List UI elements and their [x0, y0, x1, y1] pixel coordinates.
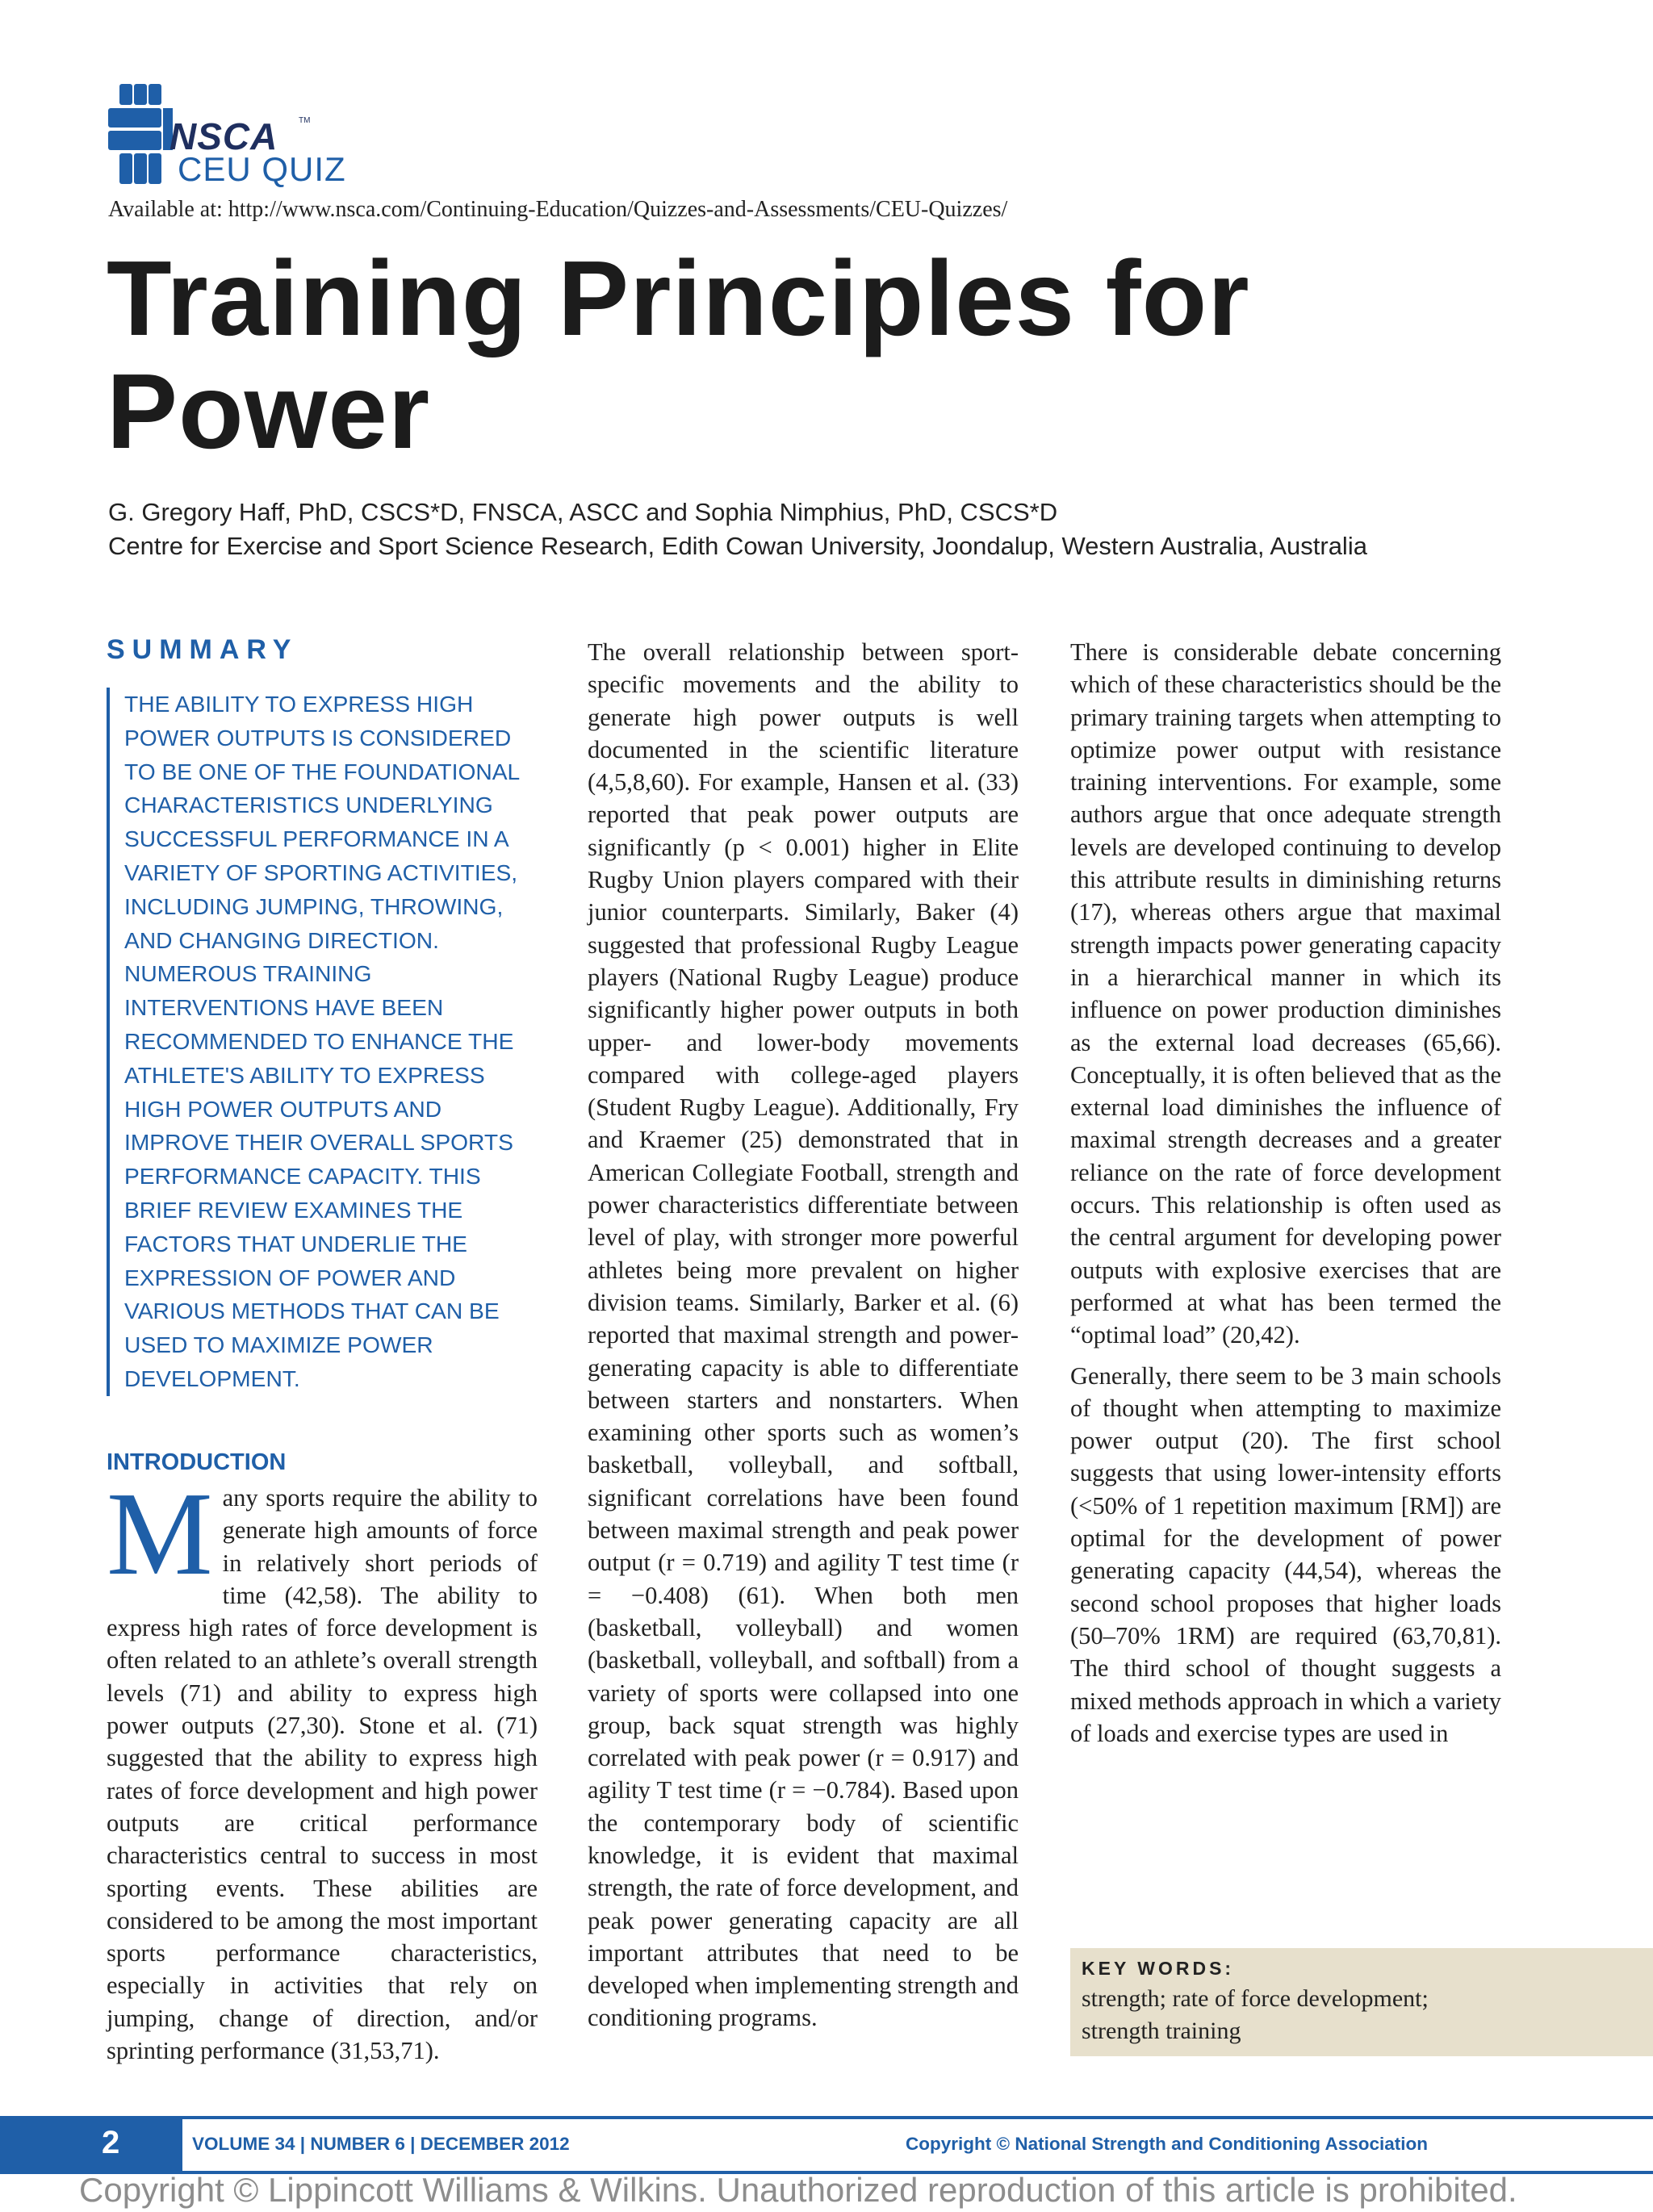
- introduction-body: [107, 1468, 538, 2067]
- summary-heading: SUMMARY: [107, 634, 299, 665]
- keywords-list: [1082, 1983, 1642, 2047]
- author-block: [108, 496, 1367, 563]
- available-at-link[interactable]: Available at: http://www.nsca.com/Continuing-Education/Quizzes-and-Assessments/CEU-Quizzes/: [108, 197, 1008, 222]
- authors: G. Gregory Haff, PhD, CSCS*D, FNSCA, ASCC and Sophia Nimphius, PhD, CSCS*D: [108, 498, 1058, 526]
- column-2-paragraph: The overall relationship between sport-specific movements and the ability to generate high power outputs is well documented in the scientific literature (4,5,8,60). For example, Hansen et al. (33) reported that peak power outputs are significantly (p < 0.001) higher in Elite Rugby Union players compared with their junior counterparts. Similarly, Baker (4) suggested that professional Rugby League players (National Rugby League) produce significantly higher power outputs in both upper- and lower-body movements compared with college-aged players (Student Rugby League). Additionally, Fry and Kraemer (25) demonstrated that in American Collegiate Football, strength and power characteristics differentiate between level of play, with stronger more powerful athletes being more prevalent on higher division teams. Similarly, Barker et al. (6) reported that maximal strength and power-generating capacity is able to differentiate between starters and nonstarters. When examining other sports such as women’s basketball, volleyball, and softball, significant correlations have been found between maximal strength and peak power output (r = 0.719) and agility T test time (r = −0.408) (61). When both men (basketball, volleyball) and women (basketball, volleyball, and softball) from a variety of sports were collapsed into one group, back squat strength was highly correlated with peak power (r = 0.917) and agility T test time (r = −0.784). Based upon the contemporary body of scientific knowledge, it is evident that maximal strength, the rate of force development, and peak power generating capacity are all important attributes that need to be developed when implementing strength and conditioning programs.: [588, 638, 1019, 2032]
- summary-text: THE ABILITY TO EXPRESS HIGH POWER OUTPUTS IS CONSIDERED TO BE ONE OF THE FOUNDATIONAL CHARACTERISTICS UNDERLYING SUCCESSFUL PERFORMANCE IN A VARIETY OF SPORTING ACTIVITIES, INCLUDING JUMPING, THROWING, AND CHANGING DIRECTION. NUMEROUS TRAINING INTERVENTIONS HAVE BEEN RECOMMENDED TO ENHANCE THE ATHLETE'S ABILITY TO EXPRESS HIGH POWER OUTPUTS AND IMPROVE THEIR OVERALL SPORTS PERFORMANCE CAPACITY. THIS BRIEF REVIEW EXAMINES THE FACTORS THAT UNDERLIE THE EXPRESSION OF POWER AND VARIOUS METHODS THAT CAN BE USED TO MAXIMIZE POWER DEVELOPMENT.: [107, 688, 538, 1396]
- introduction-text: any sports require the ability to generate high amounts of force in relatively short periods of time (42,58). The ability to express high rates of force development is often related to an athlete’s overall strength levels (71) and ability to express high power outputs (27,30). Stone et al. (71) suggested that the ability to express high rates of force development and high power outputs are critical performance characteristics central to success in most sporting events. These abilities are considered to be among the most important sports performance characteristics, especially in activities that rely on jumping, change of direction, and/or sprinting performance (31,53,71).: [107, 1484, 538, 2065]
- keywords-line-2: strength training: [1082, 2018, 1241, 2044]
- keywords-title: KEY WORDS:: [1082, 1958, 1235, 1979]
- issue-info: VOLUME 34 | NUMBER 6 | DECEMBER 2012: [192, 2134, 570, 2154]
- nsca-ceu-quiz-logo: [108, 84, 383, 189]
- title-line-1: Training Principles for: [107, 239, 1250, 358]
- article-title: [107, 239, 1559, 470]
- logo-trademark: TM: [299, 116, 311, 125]
- page-number: 2: [102, 2125, 120, 2160]
- reproduction-notice: Copyright © Lippincott Williams & Wilkins. Unauthorized reproduction of this article is prohibited.: [79, 2171, 1517, 2209]
- drop-cap: M: [107, 1468, 213, 1600]
- logo-brand: NSCA: [169, 115, 278, 157]
- logo-subtitle: CEU QUIZ: [178, 150, 346, 188]
- keywords-line-1: strength; rate of force development;: [1082, 1985, 1429, 2012]
- introduction-heading: INTRODUCTION: [107, 1449, 287, 1475]
- title-line-2: Power: [107, 352, 431, 470]
- column-2: [588, 636, 1019, 2043]
- column-3-paragraph-1: There is considerable debate concerning which of these characteristics should be the primary training targets when attempting to optimize power output with resistance training interventions. For example, some authors argue that once adequate strength levels are developed continuing to develop this attribute results in diminishing returns (17), whereas others argue that maximal strength impacts power generating capacity in a hierarchical manner in which its influence on power production diminishes as the external load decreases (65,66). Conceptually, it is often believed that as the external load diminishes the influence of maximal strength decreases and a greater reliance on the rate of force development occurs. This relationship is often used as the central argument for developing power outputs with explosive exercises that are performed at what has been termed the “optimal load” (20,42).: [1070, 638, 1501, 1349]
- keywords-box: [1070, 1948, 1653, 2056]
- footer-copyright: Copyright © National Strength and Conditioning Association: [906, 2134, 1428, 2154]
- column-3: [1070, 636, 1501, 1758]
- page-number-box: [0, 2116, 182, 2174]
- affiliation: Centre for Exercise and Sport Science Research, Edith Cowan University, Joondalup, Western Australia, Australia: [108, 532, 1367, 560]
- column-3-paragraph-2: Generally, there seem to be 3 main schools of thought when attempting to maximize power output (20). The first school suggests that using lower-intensity efforts (<50% of 1 repetition maximum [RM]) are optimal for the development of power generating capacity (44,54), whereas the second school proposes that higher loads (50–70% 1RM) are required (63,70,81). The third school of thought suggests a mixed methods approach in which a variety of loads and exercise types are used in: [1070, 1361, 1501, 1747]
